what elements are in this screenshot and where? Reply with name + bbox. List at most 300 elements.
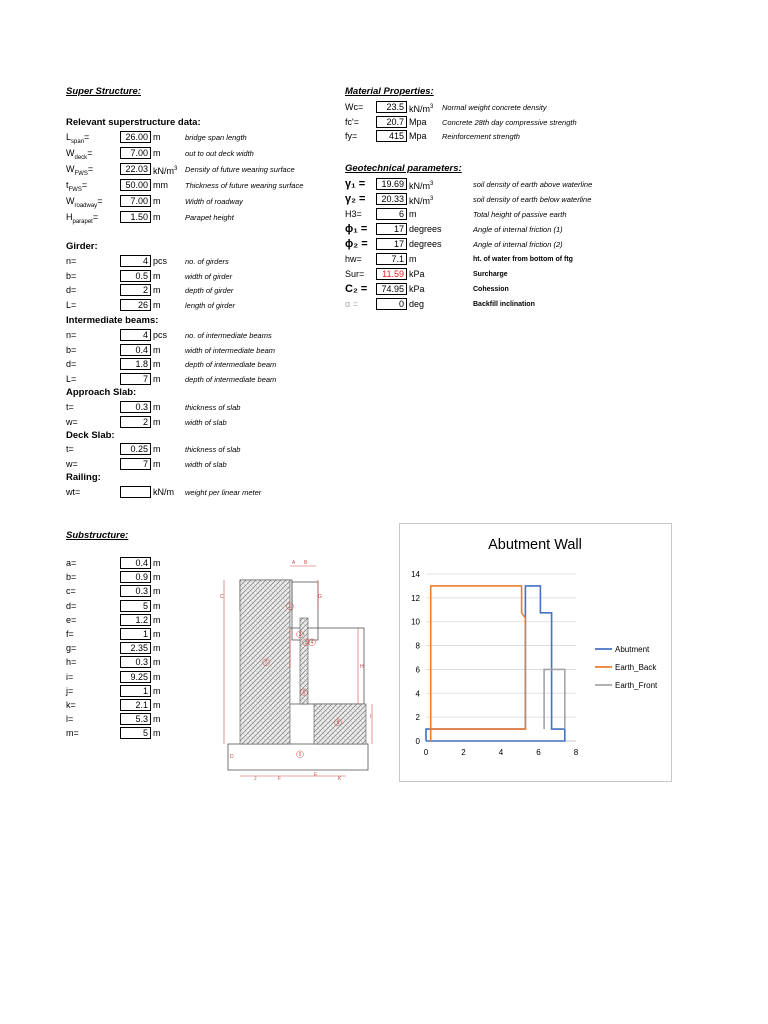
row-description: Parapet height [185, 213, 234, 222]
unit-text: m [153, 657, 161, 668]
unit-text: pcs [153, 330, 168, 340]
spec-row [66, 727, 186, 740]
value-cell[interactable]: 6 [376, 208, 407, 220]
label-eq: = [97, 196, 103, 206]
unit-text: m [153, 196, 161, 206]
unit-text: m [153, 359, 161, 369]
unit-text: m [153, 586, 161, 597]
spec-row [345, 268, 645, 281]
row-description: length of girder [185, 300, 236, 310]
label-eq: = [81, 180, 88, 190]
value-cell[interactable]: 0.4 [120, 344, 151, 356]
spec-row [66, 614, 186, 627]
unit-label [153, 699, 161, 712]
row-description: no. of intermediate beams [185, 331, 272, 340]
region-number: 4 [310, 640, 314, 646]
value-cell[interactable]: 2 [120, 284, 151, 296]
legend-label: Earth_Front [615, 681, 658, 690]
spec-row [66, 557, 186, 570]
deck-slab-header: Deck Slab: [66, 430, 115, 441]
unit-label [153, 486, 174, 499]
unit-label [153, 147, 161, 160]
dimension-letter: B [304, 560, 308, 566]
x-tick-label: 4 [498, 748, 504, 757]
unit-label [409, 116, 427, 129]
row-label: c= [66, 586, 76, 597]
spec-row [66, 358, 346, 371]
dimension-letter: K [338, 776, 342, 782]
spec-row [66, 571, 186, 584]
unit-label [153, 614, 161, 627]
value-cell[interactable]: 1 [120, 628, 151, 640]
unit-label [153, 358, 161, 371]
y-tick-label: 8 [415, 641, 420, 651]
x-tick-label: 2 [461, 748, 466, 757]
spec-row [66, 628, 186, 641]
spec-row [66, 255, 346, 268]
row-label: a= [66, 558, 77, 568]
row-label: h= [66, 657, 77, 668]
value-cell[interactable]: 4 [120, 329, 151, 341]
row-label: C₂ = [345, 283, 368, 295]
unit-text: kPa [409, 284, 425, 294]
value-cell[interactable]: 7.1 [376, 253, 407, 265]
dimension-letter: I [370, 714, 372, 720]
value-cell[interactable]: 1.8 [120, 358, 151, 370]
spec-row [66, 656, 186, 669]
dimension-letter: J [254, 776, 257, 782]
row-label: d= [66, 285, 77, 295]
unit-label [153, 642, 161, 655]
x-tick-label: 8 [573, 748, 579, 757]
unit-superscript: 3 [430, 104, 434, 110]
value-cell[interactable] [120, 486, 151, 498]
value-cell[interactable]: 0 [376, 298, 407, 310]
value-cell[interactable]: 5 [120, 600, 151, 612]
unit-text: Mpa [409, 116, 427, 127]
region-number: 1 [288, 604, 292, 610]
label-subscript: FWS [68, 186, 82, 193]
row-description: depth of girder [185, 286, 234, 295]
label-eq: = [87, 148, 93, 158]
unit-text: m [153, 458, 161, 469]
row-description: Backfill inclination [473, 301, 535, 308]
spec-row [66, 284, 346, 297]
label-subscript: span [71, 138, 85, 145]
unit-text: m [153, 299, 161, 310]
region-number: 6 [298, 752, 302, 758]
label-main: H [66, 212, 73, 222]
row-description: Angle of internal friction (2) [473, 240, 563, 249]
spec-row [66, 329, 346, 342]
unit-label [153, 685, 161, 698]
spec-row [66, 585, 186, 598]
unit-superscript: 3 [174, 166, 178, 172]
spec-row [345, 178, 645, 191]
unit-text: m [153, 416, 161, 427]
row-label: g= [66, 643, 77, 654]
super-structure-header: Super Structure: [66, 86, 141, 97]
y-tick-label: 4 [415, 689, 420, 699]
unit-text: m [153, 285, 161, 295]
label-eq: = [84, 132, 90, 142]
unit-text: m [153, 572, 161, 583]
value-cell[interactable]: 20.7 [376, 116, 407, 128]
spec-row [345, 283, 645, 296]
value-cell[interactable]: 50.00 [120, 179, 151, 191]
label-subscript: FWS [74, 170, 88, 177]
toe-hatch [314, 704, 366, 744]
label-subscript: parapet [72, 218, 93, 225]
unit-text: m [153, 629, 161, 639]
spec-row [345, 130, 645, 143]
value-cell[interactable]: 22.03 [120, 163, 151, 175]
railing-header: Railing: [66, 472, 101, 483]
row-description: thickness of slab [185, 403, 241, 412]
row-description: width of slab [185, 417, 227, 427]
dimension-letter: H [360, 664, 364, 670]
unit-label [153, 211, 161, 224]
row-label: l= [66, 714, 74, 725]
unit-text: mm [153, 180, 168, 190]
unit-label [153, 571, 161, 584]
row-label: H3= [345, 209, 362, 219]
x-tick-label: 0 [423, 748, 429, 757]
value-cell[interactable]: 1.2 [120, 614, 151, 626]
row-description: Width of roadway [185, 197, 243, 206]
unit-text: kN/m [409, 196, 430, 206]
row-description: soil density of earth below waterline [473, 195, 592, 204]
row-label: k= [66, 700, 76, 710]
region-marker [297, 751, 304, 758]
unit-text: m [153, 728, 161, 739]
spec-row [66, 131, 346, 144]
value-cell[interactable]: 0.9 [120, 571, 151, 583]
row-label: b= [66, 344, 77, 355]
unit-label [409, 268, 425, 281]
value-cell[interactable]: 7 [120, 458, 151, 470]
region-number: 5 [302, 690, 306, 696]
row-description: Density of future wearing surface [185, 165, 295, 174]
value-cell[interactable]: 20.33 [376, 193, 407, 205]
spec-row [66, 416, 346, 429]
dimension-letter: F [278, 776, 282, 782]
row-label: wt= [66, 487, 81, 497]
legend-label: Earth_Back [615, 663, 657, 672]
row-description: Reinforcement strength [442, 132, 520, 141]
row-description: out to out deck width [185, 149, 254, 158]
intermediate-beams-header: Intermediate beams: [66, 315, 159, 326]
dimension-letter: E [314, 772, 318, 778]
spec-row [66, 671, 186, 684]
spec-row [66, 600, 186, 613]
spec-row [66, 211, 346, 224]
row-label [66, 211, 98, 229]
spec-row [66, 344, 346, 357]
spec-row [66, 486, 346, 499]
value-cell[interactable]: 7 [120, 373, 151, 385]
row-label: n= [66, 256, 77, 266]
unit-text: m [153, 714, 161, 725]
value-cell[interactable]: 415 [376, 130, 407, 142]
row-label: e= [66, 614, 77, 625]
unit-label [153, 131, 161, 144]
region-number: 3 [304, 640, 308, 646]
unit-label [153, 628, 161, 641]
spec-row [66, 147, 346, 160]
unit-text: m [153, 600, 161, 611]
row-label: d= [66, 359, 77, 369]
y-tick-label: 6 [415, 665, 420, 675]
value-cell[interactable]: 17 [376, 223, 407, 235]
abutment-section-drawing [218, 558, 378, 788]
legend-label: Abutment [615, 645, 650, 654]
value-cell[interactable]: 23.5 [376, 101, 407, 113]
abutment-wall-chart [399, 523, 672, 782]
unit-text: m [153, 643, 161, 654]
spec-row [345, 116, 645, 129]
spec-row [345, 238, 645, 251]
unit-label [409, 208, 417, 221]
row-label: hw= [345, 254, 362, 264]
dimension-letter: D [230, 754, 234, 760]
spec-row [345, 208, 645, 221]
unit-text: m [153, 270, 161, 281]
unit-text: m [153, 558, 161, 568]
unit-label [409, 178, 433, 193]
unit-label [409, 223, 442, 236]
row-description: width of intermediate beam [185, 345, 276, 355]
label-main: W [66, 148, 75, 158]
unit-label [153, 255, 167, 268]
value-cell[interactable]: 9.25 [120, 671, 151, 683]
spec-row [66, 270, 346, 283]
unit-label [409, 283, 425, 296]
unit-text: kN/m [409, 104, 430, 114]
row-label: j= [66, 685, 74, 696]
value-cell[interactable]: 1.50 [120, 211, 151, 223]
row-description: soil density of earth above waterline [473, 180, 593, 189]
label-subscript: roadway [74, 202, 98, 209]
unit-label [409, 238, 442, 251]
series-line-earth-front [544, 669, 565, 729]
unit-label [153, 163, 177, 178]
row-label: L= [66, 299, 77, 310]
row-description: Angle of internal friction (1) [473, 225, 563, 234]
spec-row [345, 223, 645, 236]
region-number: 7 [264, 660, 268, 666]
series-line-earth-back [431, 586, 526, 741]
dimension-letter: G [318, 594, 322, 600]
value-cell[interactable]: 7.00 [120, 147, 151, 159]
value-cell[interactable]: 0.3 [120, 585, 151, 597]
row-label: m= [66, 728, 79, 739]
row-description: Normal weight concrete density [442, 103, 547, 112]
approach-slab-header: Approach Slab: [66, 387, 137, 398]
unit-text: m [153, 671, 161, 682]
row-label: b= [66, 572, 77, 583]
value-cell[interactable]: 2.35 [120, 642, 151, 654]
chart-title: Abutment Wall [488, 537, 582, 553]
y-tick-label: 0 [415, 737, 420, 746]
unit-text: degrees [409, 239, 442, 249]
value-cell[interactable]: 26 [120, 299, 151, 311]
unit-label [409, 130, 427, 143]
geotechnical-header: Geotechnical parameters: [345, 163, 462, 174]
value-cell[interactable]: 0.25 [120, 443, 151, 455]
row-description: depth of intermediate beam [185, 374, 277, 384]
value-cell[interactable]: 74.95 [376, 283, 407, 295]
label-main: t [66, 180, 69, 190]
unit-label [409, 253, 417, 266]
region-number: 8 [336, 720, 340, 726]
unit-text: m [153, 685, 161, 696]
row-label: t= [66, 402, 74, 412]
value-cell[interactable]: 26.00 [120, 131, 151, 143]
unit-label [153, 458, 161, 471]
substructure-header: Substructure: [66, 530, 129, 541]
unit-text: kN/m [153, 487, 174, 497]
unit-text: kPa [409, 269, 425, 279]
unit-text: kN/m [409, 181, 430, 191]
unit-text: m [153, 444, 161, 454]
row-description: bridge span length [185, 133, 247, 142]
unit-text: degrees [409, 224, 442, 234]
row-label: ϕ₁ = [345, 223, 368, 235]
value-cell[interactable]: 7.00 [120, 195, 151, 207]
label-eq: = [92, 212, 99, 222]
row-description: Total height of passive earth [473, 210, 567, 219]
value-cell[interactable]: 2.1 [120, 699, 151, 711]
unit-label [153, 270, 161, 283]
spec-row [66, 373, 346, 386]
row-label: d= [66, 600, 77, 611]
unit-label [153, 443, 161, 456]
unit-label [153, 373, 161, 386]
unit-text: m [153, 402, 161, 412]
unit-label [153, 179, 168, 192]
value-cell[interactable]: 0.4 [120, 557, 151, 569]
row-label: fy= [345, 131, 358, 141]
dimension-letter: A [292, 560, 296, 566]
region-marker [309, 639, 316, 646]
spec-row [345, 298, 645, 311]
unit-text: m [153, 344, 161, 355]
unit-label [409, 298, 424, 311]
label-main: L [66, 132, 72, 142]
row-description: width of girder [185, 271, 233, 281]
y-tick-label: 12 [411, 593, 420, 603]
value-cell[interactable]: 1 [120, 685, 151, 697]
row-label: γ₁ = [345, 178, 366, 190]
spec-row [66, 713, 186, 726]
value-cell[interactable]: 0.3 [120, 401, 151, 413]
unit-superscript: 3 [430, 196, 434, 202]
label-main: W [66, 164, 75, 174]
unit-text: pcs [153, 256, 168, 266]
spec-row [345, 101, 645, 114]
row-description: Concrete 28th day compressive strength [442, 117, 577, 127]
row-label: Sur= [345, 269, 365, 279]
spec-row [66, 195, 346, 208]
unit-superscript: 3 [430, 181, 434, 187]
row-description: thickness of slab [185, 445, 241, 454]
spec-row [66, 401, 346, 414]
row-description: Surcharge [473, 271, 508, 278]
row-description: width of slab [185, 459, 227, 469]
region-number: 2 [298, 632, 302, 638]
value-cell[interactable]: 11.59 [376, 268, 407, 280]
y-tick-label: 2 [415, 713, 420, 723]
unit-label [153, 727, 161, 740]
spec-row [66, 163, 346, 176]
unit-label [153, 671, 161, 684]
row-label: w= [66, 458, 78, 469]
unit-text: m [153, 614, 161, 625]
unit-text: m [409, 209, 417, 219]
spec-row [66, 299, 346, 312]
spec-row [66, 443, 346, 456]
row-description: ht. of water from bottom of ftg [473, 256, 573, 263]
spec-row [66, 179, 346, 192]
value-cell[interactable]: 4 [120, 255, 151, 267]
row-description: Thickness of future wearing surface [185, 181, 304, 190]
label-eq: = [87, 164, 94, 174]
spec-row [66, 458, 346, 471]
unit-label [153, 195, 161, 208]
unit-text: Mpa [409, 131, 427, 141]
value-cell[interactable]: 0.5 [120, 270, 151, 282]
row-label: i= [66, 671, 74, 682]
spec-row [66, 699, 186, 712]
row-label: b= [66, 270, 77, 281]
y-tick-label: 10 [411, 617, 420, 627]
spec-row [66, 642, 186, 655]
girder-header: Girder: [66, 241, 98, 252]
row-description: weight per linear meter [185, 488, 262, 497]
unit-text: m [153, 212, 161, 222]
dimension-letter: C [220, 594, 224, 600]
row-label: ϕ₂ = [345, 238, 368, 250]
value-cell[interactable]: 17 [376, 238, 407, 250]
unit-text: m [153, 132, 161, 142]
row-label: fc'= [345, 116, 359, 127]
value-cell[interactable]: 19.69 [376, 178, 407, 190]
row-description: depth of intermediate beam [185, 360, 277, 369]
unit-label [153, 284, 161, 297]
row-description: Cohession [473, 286, 509, 293]
row-label: n= [66, 330, 77, 340]
unit-text: m [153, 700, 161, 710]
row-label: t= [66, 444, 74, 454]
row-label: α = [345, 299, 358, 309]
unit-label [153, 585, 161, 598]
spec-row [345, 193, 645, 206]
unit-text: deg [409, 299, 425, 309]
unit-label [153, 416, 161, 429]
value-cell[interactable]: 0.3 [120, 656, 151, 668]
value-cell[interactable]: 5 [120, 727, 151, 739]
unit-label [153, 299, 161, 312]
value-cell[interactable]: 5.3 [120, 713, 151, 725]
unit-text: kN/m [153, 166, 174, 176]
material-properties-header: Material Properties: [345, 86, 434, 97]
unit-label [153, 344, 161, 357]
spec-row [66, 685, 186, 698]
row-label: f= [66, 629, 74, 639]
unit-label [409, 101, 433, 116]
value-cell[interactable]: 2 [120, 416, 151, 428]
